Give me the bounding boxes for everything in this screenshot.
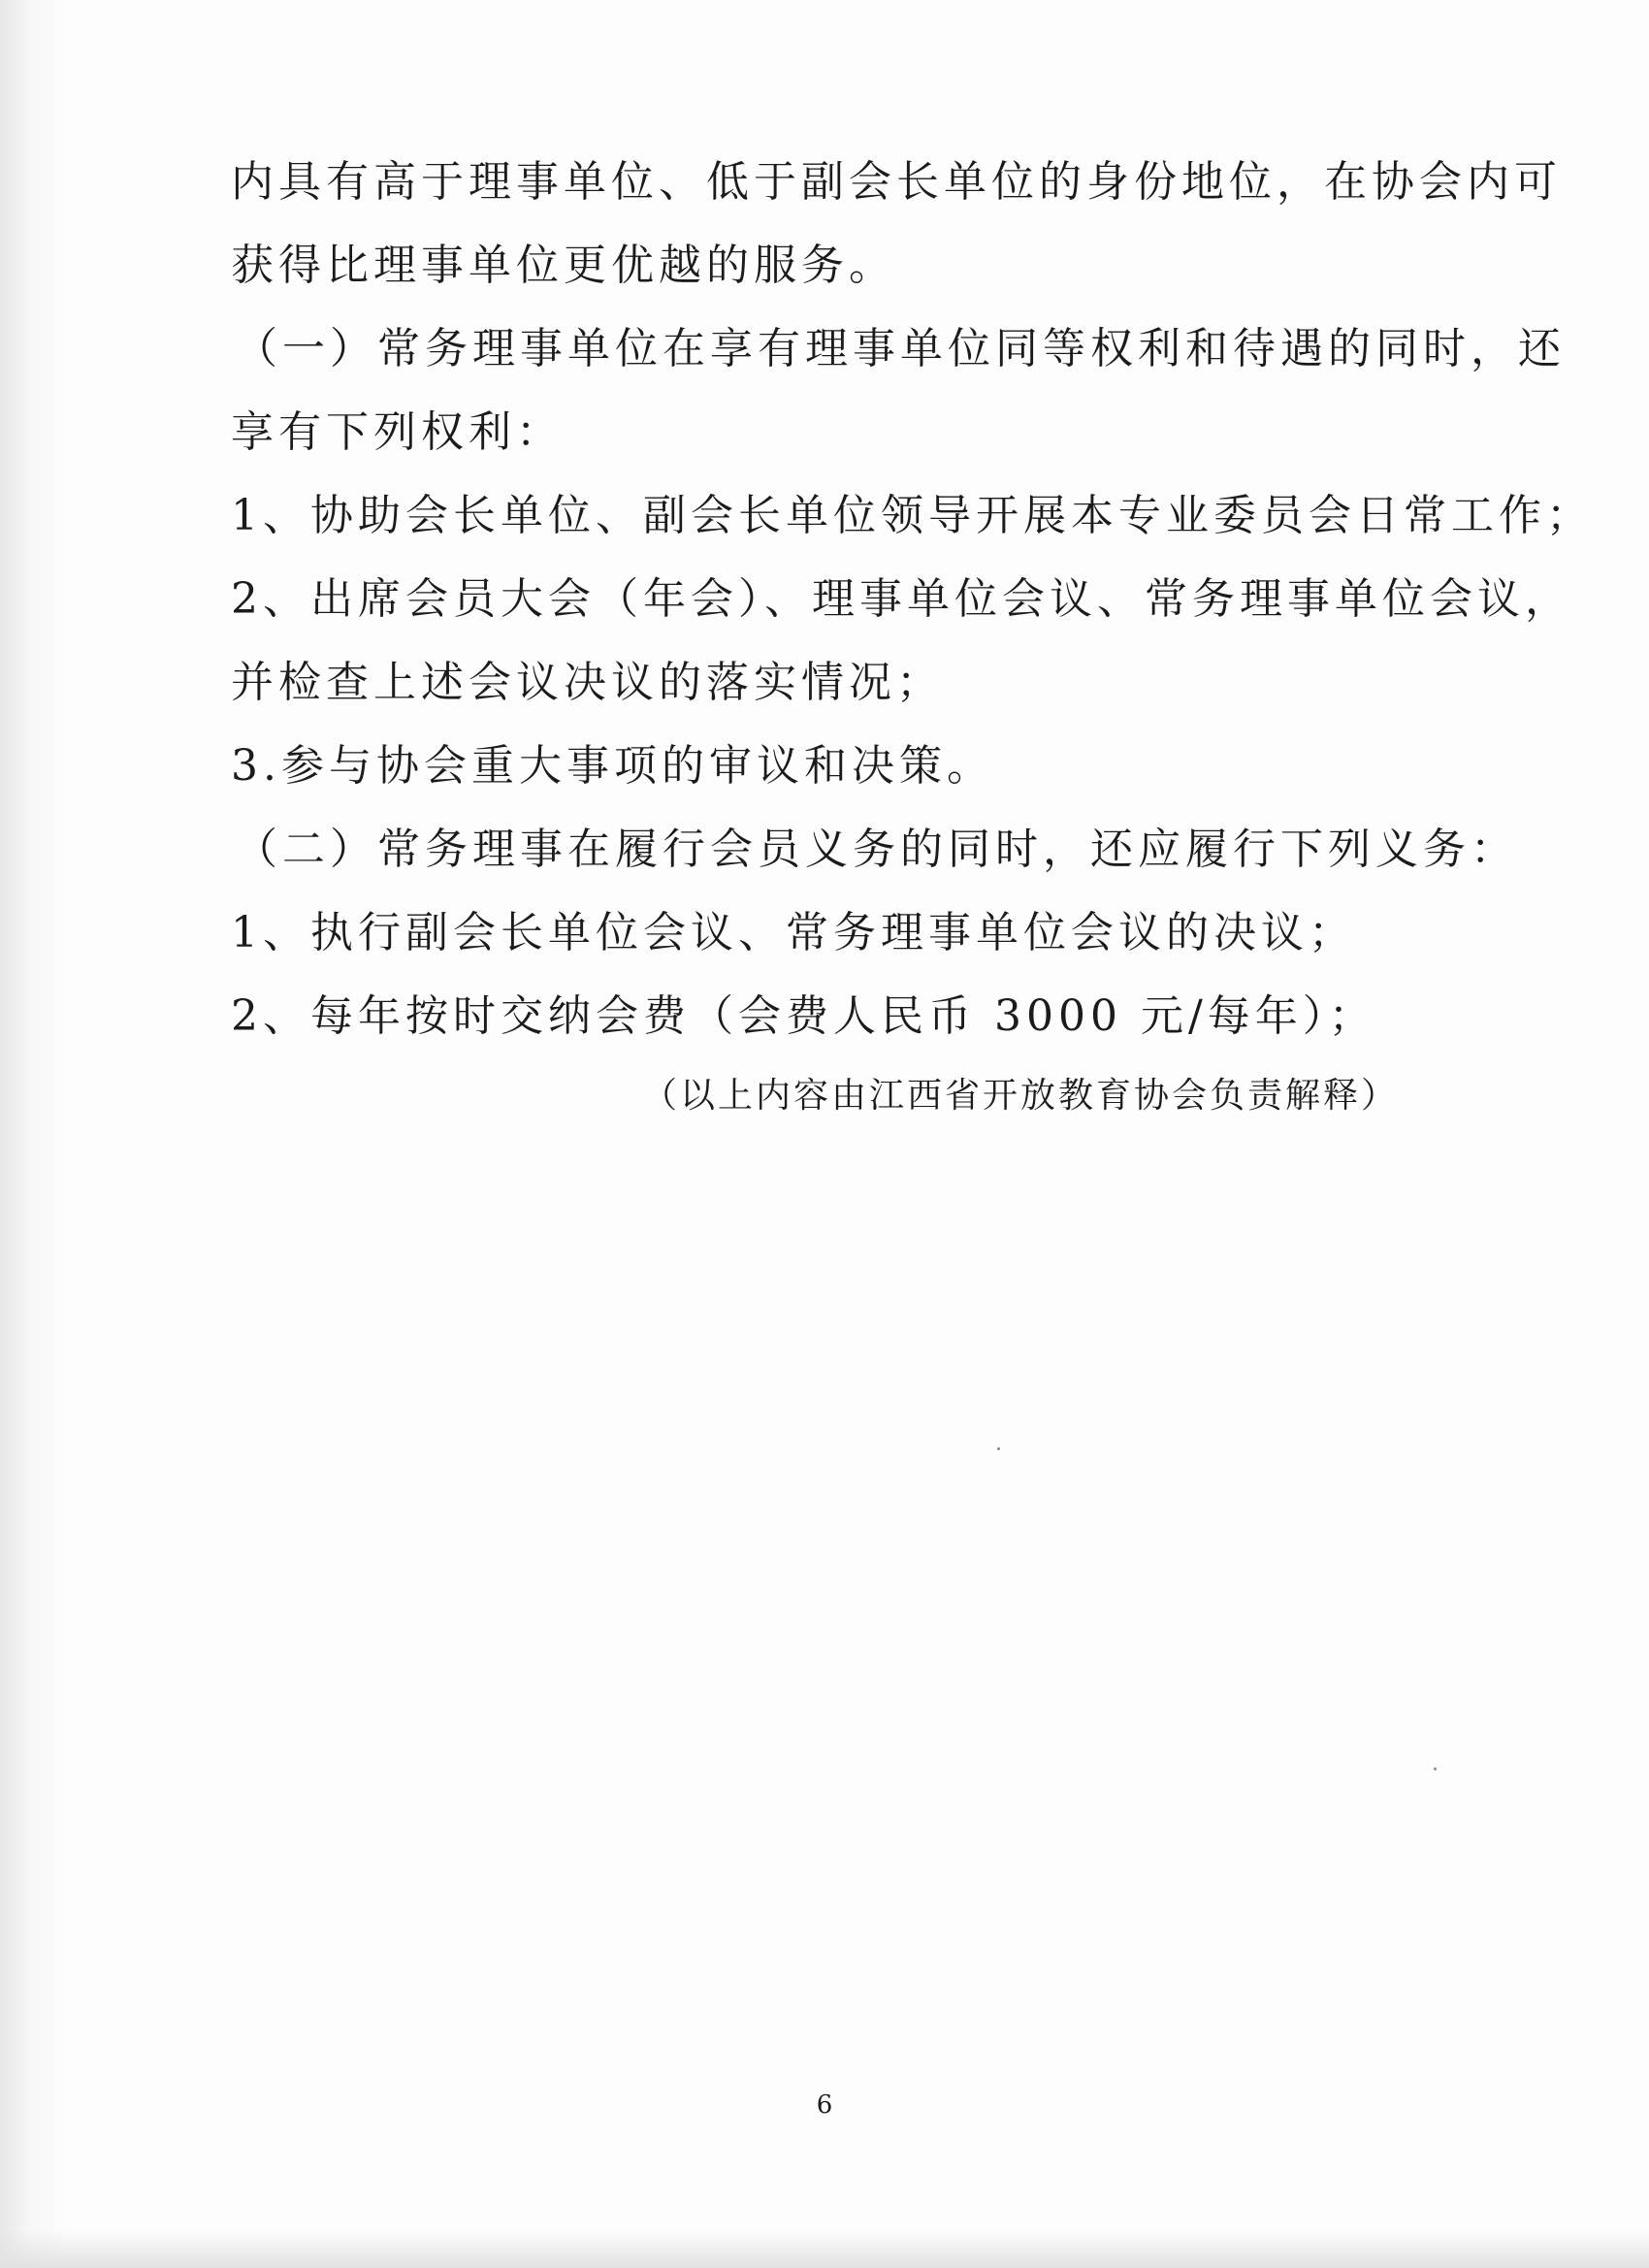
paragraph-line: 享有下列权利： [231,407,564,457]
paragraph-line: 获得比理事单位更优越的服务。 [231,241,896,290]
list-item: 2、出席会员大会（年会）、理事单位会议、常务理事单位会议， [231,574,1572,624]
list-item: 1、协助会长单位、副会长单位领导开展本专业委员会日常工作； [231,491,1594,540]
list-item: 3.参与协会重大事项的审议和决策。 [231,741,994,791]
paragraph-line: 内具有高于理事单位、低于副会长单位的身份地位，在协会内可 [231,157,1562,207]
scan-shadow-left [0,0,68,2268]
list-item: 2、每年按时交纳会费（会费人民币 3000 元/每年）； [231,991,1376,1041]
list-item: 1、执行副会长单位会议、常务理事单位会议的决议； [231,908,1356,957]
scan-shadow-bottom [0,2229,1649,2268]
page-number: 6 [816,2090,833,2120]
scan-speck [1434,1767,1437,1770]
interpretation-note: （以上内容由江西省开放教育协会负责解释） [641,1076,1399,1116]
section-heading-rights: （一）常务理事单位在享有理事单位同等权利和待遇的同时，还 [235,324,1566,373]
body-text [231,141,1594,1058]
scan-speck [997,1447,1000,1450]
paragraph-line: 并检查上述会议决议的落实情况； [231,658,944,707]
section-heading-obligations: （二）常务理事在履行会员义务的同时，还应履行下列义务： [235,825,1518,874]
